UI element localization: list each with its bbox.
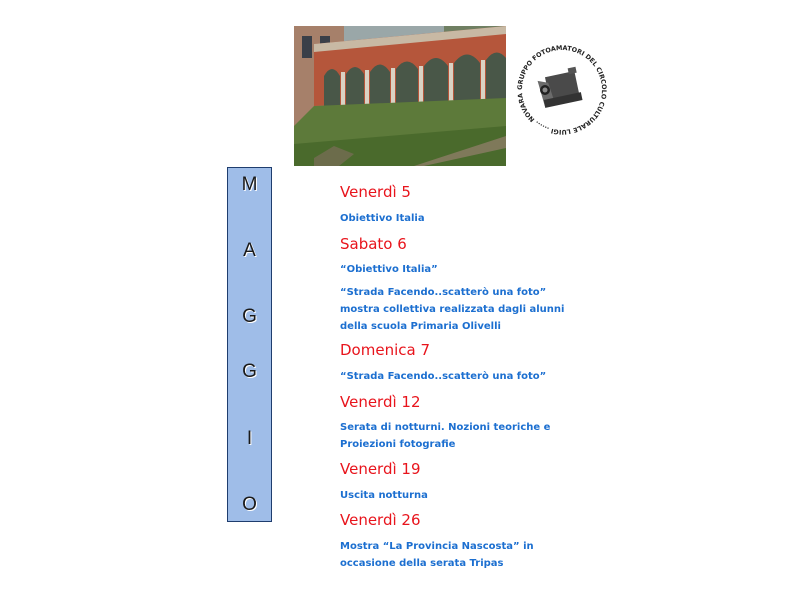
logo-ring-text: GRUPPO FOTOAMATORI DEL CIRCOLO CULTURALE LUIGI ...... NOVARA: [515, 43, 609, 137]
event-day: Venerdì 19: [340, 460, 421, 478]
event-day: Sabato 6: [340, 235, 407, 253]
event-description: “Obiettivo Italia”: [340, 264, 438, 275]
month-letter: A: [243, 240, 256, 261]
event-description: “Strada Facendo..scatterò una foto” mostra collettiva realizzata dagli alunni della scuola Primaria Olivelli: [340, 287, 565, 332]
cloister-photo-drawing: [294, 26, 506, 166]
event-description: Uscita notturna: [340, 490, 428, 501]
month-letter: G: [242, 306, 257, 327]
event-day: Venerdì 26: [340, 511, 421, 529]
event-day: Domenica 7: [340, 341, 430, 359]
event-day: Venerdì 5: [340, 183, 411, 201]
month-letter: I: [246, 428, 253, 449]
month-letter: M: [241, 174, 258, 195]
club-logo: [512, 40, 612, 140]
month-bar: [227, 167, 272, 522]
camera-icon: [512, 40, 612, 140]
month-letter: G: [242, 361, 257, 382]
event-description: Obiettivo Italia: [340, 213, 425, 224]
event-description: “Strada Facendo..scatterò una foto”: [340, 371, 547, 382]
month-letter: O: [242, 494, 257, 515]
event-day: Venerdì 12: [340, 393, 421, 411]
cloister-photo: [294, 26, 506, 166]
event-description: Mostra “La Provincia Nascosta” in occasione della serata Tripas: [340, 541, 534, 569]
event-description: Serata di notturni. Nozioni teoriche e Proiezioni fotografie: [340, 422, 551, 450]
